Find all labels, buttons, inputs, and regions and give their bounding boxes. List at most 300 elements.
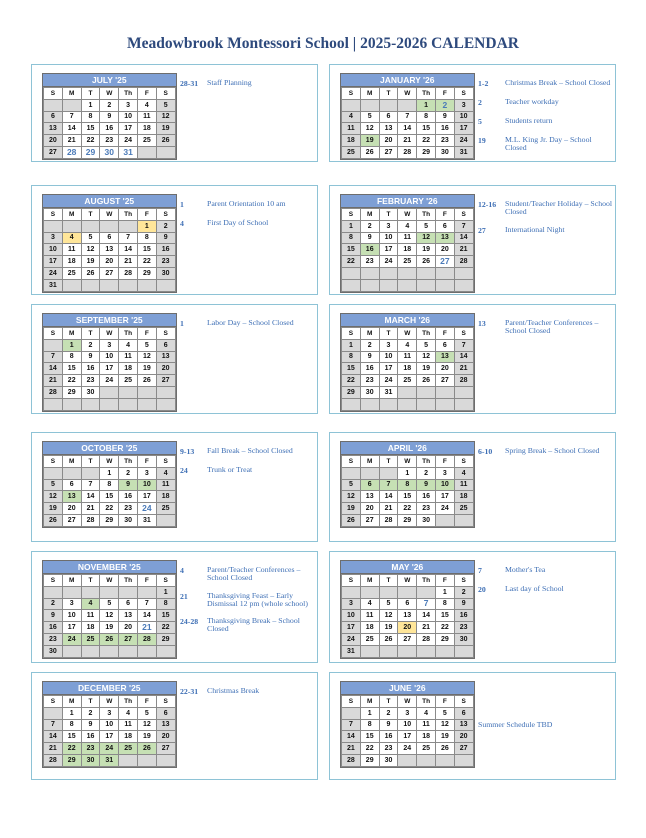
day-cell: 16	[44, 622, 63, 634]
day-cell: 24	[379, 256, 398, 268]
weekday-header: Th	[417, 696, 436, 708]
day-cell: 21	[454, 363, 473, 375]
day-cell: 1	[137, 220, 156, 232]
day-cell: 11	[119, 351, 138, 363]
day-cell: 15	[398, 491, 417, 503]
day-cell: 3	[454, 99, 473, 111]
empty-day-cell	[62, 586, 81, 598]
event-list	[180, 319, 315, 338]
empty-day-cell	[137, 398, 156, 410]
day-cell: 20	[435, 244, 454, 256]
day-cell: 30	[100, 146, 119, 158]
event-item	[478, 585, 613, 595]
weekday-header: W	[100, 328, 119, 340]
day-cell: 20	[398, 622, 417, 634]
weekday-header: M	[62, 575, 81, 587]
day-cell: 21	[137, 622, 156, 634]
empty-day-cell	[342, 467, 361, 479]
weekday-header: W	[398, 696, 417, 708]
day-cell: 8	[81, 111, 100, 123]
day-cell: 26	[156, 135, 175, 147]
day-cell: 21	[454, 244, 473, 256]
day-cell: 27	[156, 375, 175, 387]
day-cell: 19	[342, 503, 361, 515]
event-list	[478, 566, 613, 604]
weekday-header: W	[398, 328, 417, 340]
weekday-header: T	[81, 696, 100, 708]
event-text: Parent/Teacher Conferences – School Closed	[207, 565, 301, 583]
day-cell: 21	[81, 503, 100, 515]
weekday-header: F	[435, 328, 454, 340]
day-cell: 6	[62, 479, 81, 491]
day-cell: 11	[360, 610, 379, 622]
empty-day-cell	[156, 398, 175, 410]
weekday-header: T	[379, 328, 398, 340]
empty-day-cell	[62, 99, 81, 111]
weekday-header: S	[342, 575, 361, 587]
day-cell: 27	[379, 146, 398, 158]
empty-day-cell	[119, 386, 138, 398]
weekday-header: M	[360, 88, 379, 100]
weekday-header: S	[342, 456, 361, 468]
empty-day-cell	[417, 586, 436, 598]
day-cell: 21	[44, 743, 63, 755]
day-cell: 10	[119, 111, 138, 123]
day-cell: 9	[435, 111, 454, 123]
weekday-header: F	[137, 88, 156, 100]
day-cell: 12	[360, 123, 379, 135]
month-title: DECEMBER '25	[43, 682, 176, 695]
day-cell: 15	[342, 363, 361, 375]
day-cell: 11	[156, 479, 175, 491]
day-cell: 13	[44, 123, 63, 135]
day-cell: 26	[137, 743, 156, 755]
empty-day-cell	[342, 398, 361, 410]
day-cell: 7	[81, 479, 100, 491]
empty-day-cell	[435, 267, 454, 279]
month-title: FEBRUARY '26	[341, 195, 474, 208]
empty-day-cell	[62, 220, 81, 232]
day-cell: 26	[100, 633, 119, 645]
day-cell: 31	[342, 645, 361, 657]
weekday-header: S	[44, 456, 63, 468]
day-cell: 23	[44, 633, 63, 645]
day-cell: 12	[379, 610, 398, 622]
day-cell: 10	[379, 351, 398, 363]
weekday-header: S	[454, 328, 473, 340]
event-text: Staff Planning	[207, 78, 252, 87]
event-text: International Night	[505, 224, 565, 234]
empty-day-cell	[62, 279, 81, 291]
day-cell: 16	[81, 363, 100, 375]
day-cell: 7	[137, 598, 156, 610]
day-cell: 10	[454, 111, 473, 123]
day-cell: 22	[342, 256, 361, 268]
empty-day-cell	[454, 514, 473, 526]
day-cell: 16	[454, 610, 473, 622]
day-cell: 4	[360, 598, 379, 610]
empty-day-cell	[81, 645, 100, 657]
day-cell: 4	[62, 232, 81, 244]
day-cell: 25	[398, 375, 417, 387]
day-cell: 3	[342, 598, 361, 610]
day-cell: 12	[342, 491, 361, 503]
day-cell: 6	[379, 111, 398, 123]
day-cell: 3	[398, 707, 417, 719]
day-cell: 4	[119, 339, 138, 351]
month-panel	[31, 432, 318, 542]
day-cell: 1	[342, 339, 361, 351]
empty-day-cell	[454, 398, 473, 410]
day-cell: 29	[342, 386, 361, 398]
day-cell: 20	[44, 135, 63, 147]
day-cell: 15	[156, 610, 175, 622]
empty-day-cell	[100, 220, 119, 232]
day-cell: 25	[360, 633, 379, 645]
empty-day-cell	[137, 645, 156, 657]
event-date: 12-16	[478, 200, 497, 209]
empty-day-cell	[417, 267, 436, 279]
day-cell: 10	[379, 232, 398, 244]
day-cell: 2	[81, 707, 100, 719]
day-cell: 8	[435, 598, 454, 610]
empty-day-cell	[398, 398, 417, 410]
day-cell: 14	[454, 351, 473, 363]
event-text: First Day of School	[207, 218, 269, 227]
day-cell: 21	[62, 135, 81, 147]
event-text: Last day of School	[505, 584, 564, 593]
day-cell: 19	[417, 244, 436, 256]
day-cell: 11	[342, 123, 361, 135]
day-cell: 14	[137, 610, 156, 622]
day-cell: 19	[81, 256, 100, 268]
weekday-header: S	[156, 575, 175, 587]
empty-day-cell	[100, 398, 119, 410]
day-cell: 29	[62, 754, 81, 766]
mini-calendar	[42, 681, 177, 768]
day-cell: 14	[81, 491, 100, 503]
empty-day-cell	[81, 467, 100, 479]
day-cell: 21	[342, 743, 361, 755]
day-cell: 8	[62, 351, 81, 363]
event-item	[180, 219, 315, 229]
day-cell: 19	[156, 123, 175, 135]
day-cell: 29	[435, 633, 454, 645]
event-list	[478, 79, 613, 162]
day-cell: 24	[137, 503, 156, 515]
weekday-header: M	[62, 328, 81, 340]
day-cell: 8	[137, 232, 156, 244]
day-cell: 14	[454, 232, 473, 244]
day-cell: 6	[454, 707, 473, 719]
empty-day-cell	[342, 99, 361, 111]
event-text: Christmas Break – School Closed	[505, 78, 611, 87]
day-cell: 12	[100, 610, 119, 622]
day-cell: 28	[44, 386, 63, 398]
day-cell: 25	[62, 267, 81, 279]
day-cell: 26	[137, 375, 156, 387]
day-cell: 27	[435, 375, 454, 387]
weekday-header: W	[100, 88, 119, 100]
day-cell: 3	[435, 467, 454, 479]
day-cell: 21	[119, 256, 138, 268]
day-cell: 11	[119, 719, 138, 731]
month-title: APRIL '26	[341, 442, 474, 455]
day-cell: 24	[100, 743, 119, 755]
day-cell: 21	[398, 135, 417, 147]
mini-calendar	[340, 681, 475, 768]
event-date: 9-13	[180, 447, 195, 456]
event-item	[478, 447, 613, 457]
day-cell: 22	[137, 256, 156, 268]
day-cell: 13	[398, 610, 417, 622]
day-cell: 18	[119, 363, 138, 375]
day-cell: 25	[454, 503, 473, 515]
day-cell: 25	[119, 743, 138, 755]
day-cell: 31	[137, 514, 156, 526]
day-cell: 18	[137, 123, 156, 135]
event-item	[180, 617, 315, 634]
weekday-header: S	[454, 88, 473, 100]
day-cell: 23	[156, 256, 175, 268]
event-date: 7	[478, 566, 482, 575]
day-cell: 22	[398, 503, 417, 515]
day-cell: 26	[360, 146, 379, 158]
mini-calendar	[42, 441, 177, 528]
weekday-header: W	[398, 209, 417, 221]
day-cell: 8	[156, 598, 175, 610]
event-text: Thanksgiving Break – School Closed	[207, 616, 300, 634]
event-list	[478, 319, 613, 345]
day-cell: 25	[119, 375, 138, 387]
day-cell: 23	[81, 375, 100, 387]
day-cell: 2	[360, 339, 379, 351]
day-cell: 9	[119, 479, 138, 491]
empty-day-cell	[119, 754, 138, 766]
empty-day-cell	[379, 279, 398, 291]
empty-day-cell	[360, 467, 379, 479]
empty-day-cell	[137, 586, 156, 598]
day-cell: 17	[62, 622, 81, 634]
day-cell: 3	[62, 598, 81, 610]
day-cell: 15	[62, 731, 81, 743]
empty-day-cell	[435, 645, 454, 657]
day-cell: 28	[398, 146, 417, 158]
day-cell: 3	[379, 220, 398, 232]
weekday-header: F	[137, 456, 156, 468]
event-list	[180, 566, 315, 643]
event-text: Mother's Tea	[505, 565, 546, 574]
day-cell: 6	[156, 707, 175, 719]
mini-calendar	[340, 194, 475, 293]
day-cell: 24	[44, 267, 63, 279]
weekday-header: T	[81, 88, 100, 100]
day-cell: 28	[137, 633, 156, 645]
day-cell: 6	[44, 111, 63, 123]
event-list	[180, 447, 315, 485]
weekday-header: F	[435, 88, 454, 100]
empty-day-cell	[454, 386, 473, 398]
empty-day-cell	[379, 467, 398, 479]
day-cell: 13	[62, 491, 81, 503]
day-cell: 28	[454, 256, 473, 268]
day-cell: 28	[119, 267, 138, 279]
day-cell: 26	[81, 267, 100, 279]
event-item	[478, 319, 613, 336]
day-cell: 4	[119, 707, 138, 719]
day-cell: 3	[44, 232, 63, 244]
day-cell: 29	[62, 386, 81, 398]
day-cell: 12	[156, 111, 175, 123]
empty-day-cell	[137, 754, 156, 766]
weekday-header: Th	[417, 328, 436, 340]
day-cell: 16	[156, 244, 175, 256]
day-cell: 2	[156, 220, 175, 232]
day-cell: 2	[360, 220, 379, 232]
day-cell: 1	[398, 467, 417, 479]
month-title: JULY '25	[43, 74, 176, 87]
day-cell: 23	[454, 622, 473, 634]
month-title: JANUARY '26	[341, 74, 474, 87]
day-cell: 12	[44, 491, 63, 503]
day-cell: 23	[435, 135, 454, 147]
day-cell: 1	[62, 339, 81, 351]
event-list	[478, 200, 613, 245]
empty-day-cell	[454, 267, 473, 279]
empty-day-cell	[398, 267, 417, 279]
day-cell: 22	[435, 622, 454, 634]
empty-day-cell	[62, 398, 81, 410]
day-cell: 27	[62, 514, 81, 526]
day-cell: 24	[62, 633, 81, 645]
empty-day-cell	[81, 220, 100, 232]
day-cell: 26	[417, 375, 436, 387]
empty-day-cell	[379, 586, 398, 598]
day-cell: 4	[342, 111, 361, 123]
day-cell: 16	[100, 123, 119, 135]
empty-day-cell	[398, 586, 417, 598]
empty-day-cell	[398, 754, 417, 766]
empty-day-cell	[417, 386, 436, 398]
event-item	[478, 226, 613, 236]
day-cell: 2	[379, 707, 398, 719]
day-cell: 10	[137, 479, 156, 491]
day-cell: 11	[137, 111, 156, 123]
day-cell: 13	[360, 491, 379, 503]
day-cell: 4	[137, 99, 156, 111]
day-cell: 20	[156, 731, 175, 743]
weekday-header: T	[379, 696, 398, 708]
empty-day-cell	[379, 99, 398, 111]
event-date: 2	[478, 98, 482, 107]
day-cell: 16	[417, 491, 436, 503]
day-cell: 23	[81, 743, 100, 755]
day-cell: 2	[119, 467, 138, 479]
day-cell: 25	[398, 256, 417, 268]
weekday-header: F	[435, 456, 454, 468]
weekday-header: S	[342, 696, 361, 708]
day-cell: 5	[81, 232, 100, 244]
day-cell: 28	[81, 514, 100, 526]
weekday-header: T	[379, 209, 398, 221]
day-cell: 2	[417, 467, 436, 479]
day-cell: 25	[137, 135, 156, 147]
day-cell: 19	[360, 135, 379, 147]
day-cell: 3	[100, 707, 119, 719]
day-cell: 9	[360, 232, 379, 244]
day-cell: 20	[379, 135, 398, 147]
day-cell: 17	[100, 363, 119, 375]
day-cell: 22	[81, 135, 100, 147]
day-cell: 2	[454, 586, 473, 598]
day-cell: 23	[100, 135, 119, 147]
day-cell: 24	[454, 135, 473, 147]
empty-day-cell	[156, 514, 175, 526]
month-title: OCTOBER '25	[43, 442, 176, 455]
weekday-header: W	[100, 696, 119, 708]
day-cell: 25	[81, 633, 100, 645]
day-cell: 12	[137, 351, 156, 363]
day-cell: 16	[81, 731, 100, 743]
day-cell: 6	[360, 479, 379, 491]
day-cell: 27	[100, 267, 119, 279]
empty-day-cell	[417, 645, 436, 657]
event-text: Labor Day – School Closed	[207, 318, 294, 327]
empty-day-cell	[44, 99, 63, 111]
day-cell: 9	[156, 232, 175, 244]
empty-day-cell	[44, 220, 63, 232]
day-cell: 2	[81, 339, 100, 351]
weekday-header: S	[44, 696, 63, 708]
mini-calendar	[42, 194, 177, 293]
day-cell: 31	[119, 146, 138, 158]
weekday-header: W	[398, 88, 417, 100]
day-cell: 1	[435, 586, 454, 598]
weekday-header: Th	[119, 88, 138, 100]
day-cell: 22	[360, 743, 379, 755]
day-cell: 15	[100, 491, 119, 503]
month-panel	[329, 551, 616, 663]
day-cell: 30	[454, 633, 473, 645]
day-cell: 8	[100, 479, 119, 491]
day-cell: 13	[100, 244, 119, 256]
day-cell: 16	[119, 491, 138, 503]
month-panel	[329, 672, 616, 780]
empty-day-cell	[379, 398, 398, 410]
month-panel	[329, 304, 616, 414]
day-cell: 25	[342, 146, 361, 158]
weekday-header: S	[44, 209, 63, 221]
day-cell: 23	[360, 256, 379, 268]
day-cell: 30	[417, 514, 436, 526]
day-cell: 11	[398, 232, 417, 244]
day-cell: 7	[454, 339, 473, 351]
event-item	[478, 136, 613, 153]
day-cell: 13	[435, 351, 454, 363]
day-cell: 29	[156, 633, 175, 645]
day-cell: 7	[342, 719, 361, 731]
day-cell: 13	[156, 351, 175, 363]
day-cell: 12	[435, 719, 454, 731]
weekday-header: W	[100, 456, 119, 468]
day-cell: 5	[435, 707, 454, 719]
day-cell: 27	[454, 743, 473, 755]
empty-day-cell	[81, 398, 100, 410]
day-cell: 28	[417, 633, 436, 645]
day-cell: 17	[379, 244, 398, 256]
day-cell: 13	[119, 610, 138, 622]
weekday-header: Th	[119, 696, 138, 708]
